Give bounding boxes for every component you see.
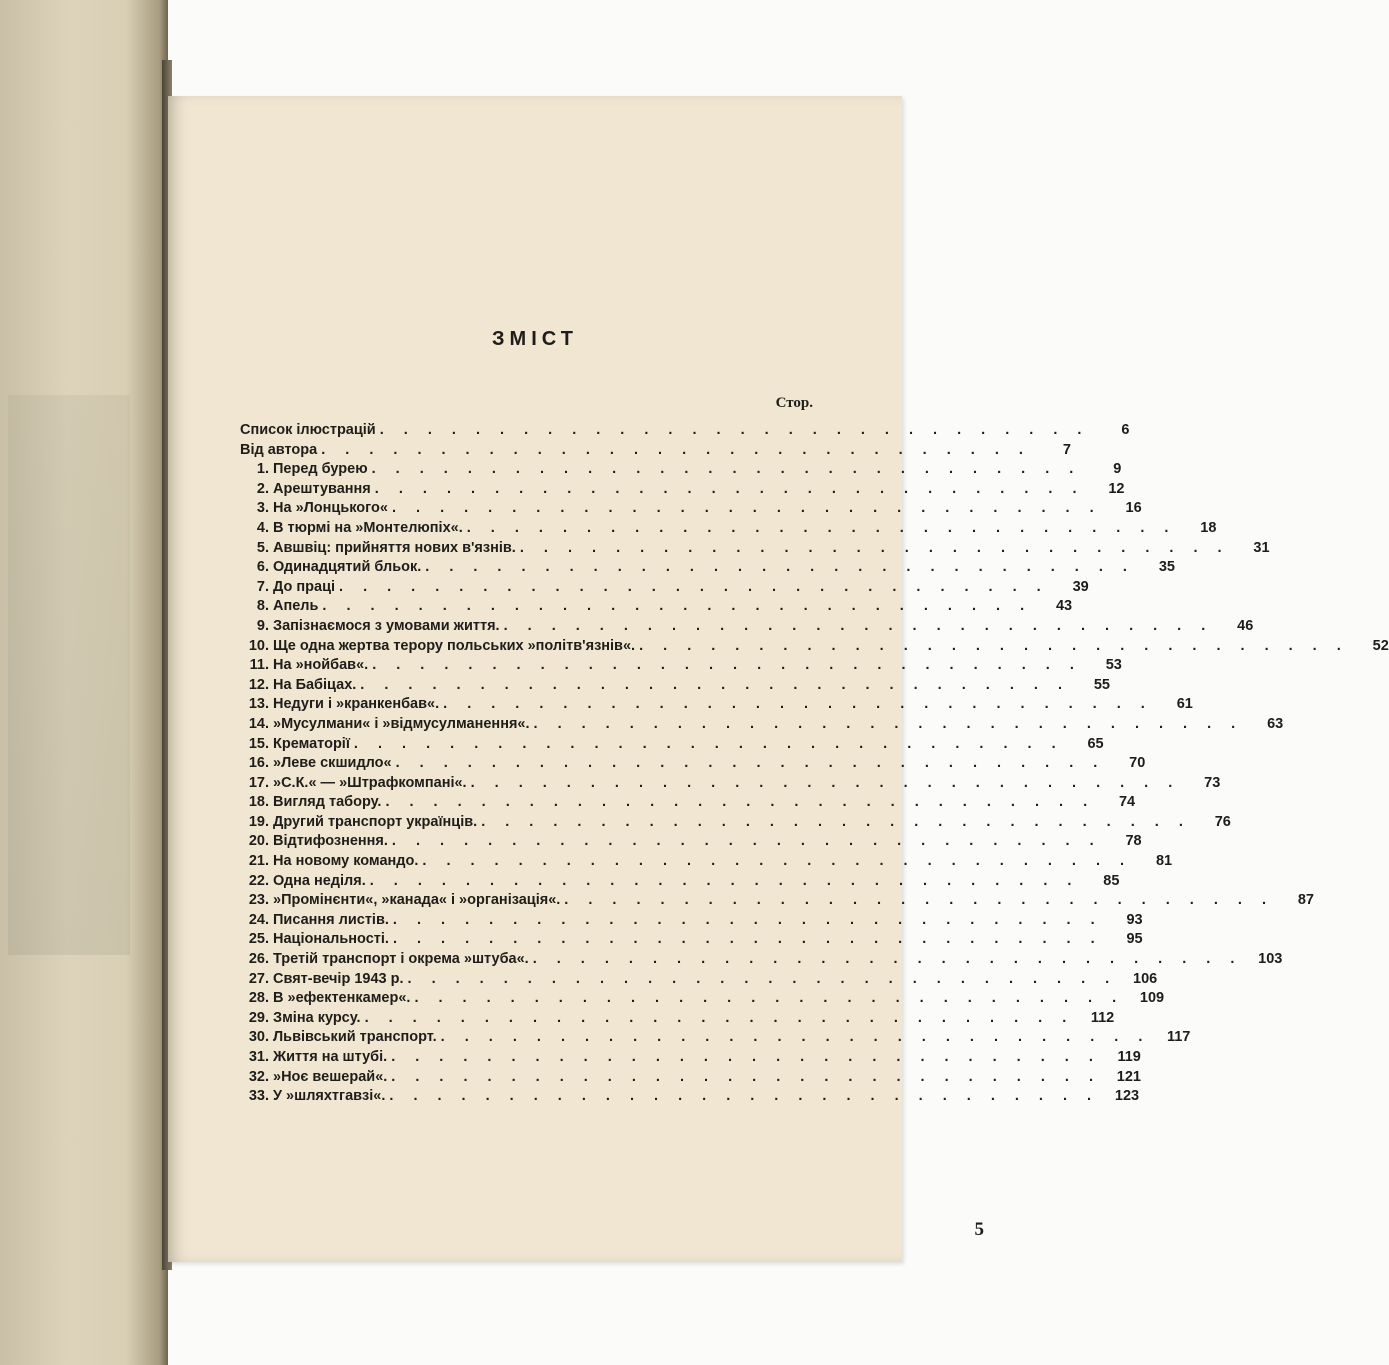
toc-entry-page: 123 xyxy=(1114,1088,1140,1105)
toc-entry-title: »Ноє вешерай«. xyxy=(273,1068,388,1085)
toc-entry-page: 85 xyxy=(1103,872,1120,889)
toc-entry-number: 22. xyxy=(248,872,269,889)
toc-entry-number: 30. xyxy=(248,1029,269,1046)
toc-entry-title: Другий транспорт українців. xyxy=(273,813,478,830)
toc-entry xyxy=(240,637,1389,658)
toc-entry-number: 25. xyxy=(248,931,269,948)
toc-entry-number: 17. xyxy=(248,774,269,791)
page-number: 5 xyxy=(974,1219,984,1240)
toc-entry-number: 1. xyxy=(256,461,269,478)
toc-entry-title: Відтифознення. xyxy=(273,833,388,850)
toc-entry-page: 16 xyxy=(1125,500,1142,517)
dot-leader: . . . . . . . . . . . . . . . . . . . . . . . . . . . . . . xyxy=(372,657,1082,674)
toc-entry-number: 27. xyxy=(248,970,269,987)
toc-entry-title: Життя на штубі. xyxy=(273,1049,388,1065)
toc-entry-number: 2. xyxy=(256,480,269,497)
toc-entry-title: Перед бурею xyxy=(273,461,368,478)
toc-entry xyxy=(240,519,1217,540)
toc-entry-title: Львівський транспорт. xyxy=(273,1029,437,1046)
dot-leader: . . . . . . . . . . . . . . . . . . . . . . . . . . . . . . xyxy=(407,970,1118,987)
toc-entry-number: 4. xyxy=(256,519,269,536)
dot-leader: . . . . . . . . . . . . . . . . . . . . . . . . . . . . . . xyxy=(322,598,1033,615)
toc-entry-number: 6. xyxy=(256,559,269,576)
toc-entry-page: 78 xyxy=(1125,833,1142,850)
toc-entry-number: 28. xyxy=(248,990,269,1007)
toc-entry xyxy=(240,1009,1115,1030)
toc-entry-page: 65 xyxy=(1087,735,1104,752)
toc-entry-number: 3. xyxy=(256,500,269,517)
dot-leader: . . . . . . . . . . . . . . . . . . . . . . . . . . . . . . xyxy=(371,461,1082,478)
toc-entry-title: Національності. xyxy=(273,931,389,948)
toc-entry-page: 31 xyxy=(1253,539,1270,556)
toc-entry xyxy=(240,539,1270,560)
toc-entry xyxy=(240,657,1122,677)
toc-entry xyxy=(240,578,1089,599)
faint-illustration-plate xyxy=(8,395,130,955)
toc-entry-page: 55 xyxy=(1093,676,1110,693)
toc-entry-number: 16. xyxy=(248,755,269,772)
toc-entry-page: 12 xyxy=(1108,480,1125,497)
toc-entry xyxy=(240,911,1143,932)
dot-leader: . . . . . . . . . . . . . . . . . . . . . . . . . . . . . . xyxy=(392,931,1103,948)
toc-entry xyxy=(240,872,1120,893)
toc-entry-number: 23. xyxy=(248,892,269,909)
toc-entry xyxy=(240,833,1142,853)
dot-leader: . . . . . . . . . . . . . . . . . . . . . . . . . . . . . . xyxy=(385,794,1096,811)
dot-leader: . . . . . . . . . . . . . . . . . . . . . . . . . . . . . . xyxy=(564,892,1274,909)
toc-entry xyxy=(240,813,1231,834)
toc-entry xyxy=(240,970,1158,991)
toc-entry-number: 15. xyxy=(248,735,269,752)
toc-entry-title: Одинадцятий бльок. xyxy=(273,559,422,576)
toc-entry xyxy=(240,892,1314,912)
toc-entry-title: На Бабіцах. xyxy=(273,676,357,693)
dot-leader: . . . . . . . . . . . . . . . . . . . . . . . . . . . . . . xyxy=(395,755,1106,772)
toc-entry-page: 109 xyxy=(1139,990,1165,1007)
toc-entry-page: 7 xyxy=(1062,441,1071,458)
dot-leader: . . . . . . . . . . . . . . . . . . . . . . . . . . . . . . xyxy=(374,480,1085,497)
toc-entry-page: 39 xyxy=(1072,578,1089,595)
toc-entry xyxy=(240,1029,1191,1049)
toc-entry xyxy=(240,951,1283,971)
facing-left-page xyxy=(0,0,168,1365)
dot-leader: . . . . . . . . . . . . . . . . . . . . . . . . . . . . . . xyxy=(369,872,1080,889)
dot-leader: . . . . . . . . . . . . . . . . . . . . . . . . . . . . . . xyxy=(533,715,1244,732)
dot-leader: . . . . . . . . . . . . . . . . . . . . . . . . . . . . . . xyxy=(422,853,1133,870)
toc-entry-page: 106 xyxy=(1133,970,1158,987)
dot-leader: . . . . . . . . . . . . . . . . . . . . . . . . . . . . . . xyxy=(391,500,1102,517)
toc-entry-page: 61 xyxy=(1176,696,1193,713)
dot-leader: . . . . . . . . . . . . . . . . . . . . . . . . . . . . . . xyxy=(392,911,1103,928)
toc-entry-title: Писання листів. xyxy=(273,911,389,928)
toc-entry xyxy=(240,1088,1140,1108)
toc-entry-title: Авшвіц: прийняття нових в'язнів. xyxy=(273,539,516,556)
toc-entry-page: 81 xyxy=(1155,853,1173,870)
dot-leader: . . . . . . . . . . . . . . . . . . . . . . . . . . . . . . xyxy=(353,735,1064,752)
toc-entry-number: 13. xyxy=(248,696,269,713)
toc-entry xyxy=(240,931,1143,951)
toc-entry-number: 11. xyxy=(249,657,269,674)
toc-entry-number: 21. xyxy=(248,853,269,870)
dot-leader: . . . . . . . . . . . . . . . . . . . . . . . . . . . . . . xyxy=(440,1029,1151,1046)
toc-entry-number: 24. xyxy=(248,911,269,928)
toc-entry-title: Третій транспорт і окрема »штуба«. xyxy=(273,951,529,968)
toc-entry-page: 35 xyxy=(1158,559,1175,576)
dot-leader: . . . . . . . . . . . . . . . . . . . . . . . . . . . . . . xyxy=(391,1049,1101,1065)
dot-leader: . . . . . . . . . . . . . . . . . . . . . . . . . . . . . . xyxy=(364,1009,1075,1026)
toc-entry-page: 121 xyxy=(1116,1068,1141,1085)
toc-entry-number: 14. xyxy=(248,715,269,732)
toc-entry-title: Апель xyxy=(273,598,319,615)
toc-entry-page: 95 xyxy=(1126,931,1143,948)
table-of-contents xyxy=(240,422,1389,1108)
toc-entry-number: 33. xyxy=(248,1088,269,1105)
dot-leader: . . . . . . . . . . . . . . . . . . . . . . . . . . . . . . xyxy=(481,813,1191,830)
toc-entry xyxy=(240,774,1221,795)
toc-entry xyxy=(240,480,1125,501)
toc-entry-number: 7. xyxy=(256,578,269,595)
toc-entry-number: 20. xyxy=(248,833,269,850)
toc-entry-title: До праці xyxy=(273,578,336,595)
page-column-header: Стор. xyxy=(775,395,813,411)
toc-entry xyxy=(240,794,1136,814)
toc-entry xyxy=(240,559,1175,579)
toc-entry-page: 43 xyxy=(1055,598,1073,615)
toc-entry-title: Крематорії xyxy=(273,735,350,752)
toc-entry-title: Одна неділя. xyxy=(273,872,366,889)
toc-entry-number: 26. xyxy=(248,951,269,968)
toc-entry xyxy=(240,990,1165,1010)
toc-entry-page: 63 xyxy=(1267,715,1284,732)
toc-entry-number: 31. xyxy=(248,1049,269,1065)
toc-entry-number: 10. xyxy=(248,637,269,654)
dot-leader: . . . . . . . . . . . . . . . . . . . . . . . . . . . . . . xyxy=(379,422,1090,438)
toc-entry-page: 9 xyxy=(1113,461,1122,478)
toc-entry-title: В тюрмі на »Монтелюпіх«. xyxy=(273,519,463,536)
toc-entry xyxy=(240,676,1110,697)
dot-leader: . . . . . . . . . . . . . . . . . . . . . . . . . . . . . . xyxy=(466,519,1177,536)
dot-leader: . . . . . . . . . . . . . . . . . . . . . . . . . . . . . . xyxy=(443,696,1153,713)
toc-entry-number: 8. xyxy=(256,598,269,615)
toc-entry xyxy=(240,441,1071,462)
toc-entry-title: Вигляд табору. xyxy=(273,794,382,811)
toc-entry-title: »Леве скшидло« xyxy=(273,755,392,772)
dot-leader: . . . . . . . . . . . . . . . . . . . . . . . . . . . . . . xyxy=(321,441,1031,458)
toc-entry-title: На »нойбав«. xyxy=(273,657,369,674)
toc-entry-title: »Промінєнти«, »канада« і »організація«. xyxy=(273,892,561,909)
toc-entry-title: Зміна курсу. xyxy=(273,1009,361,1026)
toc-entry xyxy=(240,422,1130,442)
page-title: ЗМІСТ xyxy=(492,328,578,350)
dot-leader: . . . . . . . . . . . . . . . . . . . . . . . . . . . . . . xyxy=(360,676,1070,693)
dot-leader: . . . . . . . . . . . . . . . . . . . . . . . . . . . . . . xyxy=(391,833,1102,850)
toc-entry-page: 52 xyxy=(1372,637,1389,654)
toc-entry-title: »С.К.« — »Штрафкомпані«. xyxy=(273,774,467,791)
toc-entry-number: 18. xyxy=(248,794,269,811)
toc-entry-page: 74 xyxy=(1118,794,1136,811)
toc-entry-title: Список ілюстрацій xyxy=(240,422,376,438)
toc-entry xyxy=(240,598,1073,618)
toc-entry xyxy=(240,500,1142,520)
dot-leader: . . . . . . . . . . . . . . . . . . . . . . . . . . . . . . xyxy=(639,637,1349,654)
toc-entry-page: 93 xyxy=(1126,911,1143,928)
toc-entry-number: 19. xyxy=(248,813,269,830)
toc-entry-number: 12. xyxy=(248,676,269,693)
toc-entry xyxy=(240,735,1104,756)
toc-entry-page: 76 xyxy=(1214,813,1231,830)
toc-entry xyxy=(240,755,1146,775)
toc-entry-title: Запізнаємося з умовами життя. xyxy=(273,617,500,634)
toc-entry-page: 6 xyxy=(1121,422,1130,438)
dot-leader: . . . . . . . . . . . . . . . . . . . . . . . . . . . . . . xyxy=(391,1068,1101,1085)
toc-entry-title: В »ефектенкамер«. xyxy=(273,990,411,1007)
toc-entry-number: 5. xyxy=(256,539,269,556)
toc-entry-title: Від автора xyxy=(240,441,318,458)
dot-leader: . . . . . . . . . . . . . . . . . . . . . . . . . . . . . . xyxy=(389,1088,1100,1105)
toc-entry-number: 29. xyxy=(248,1009,269,1026)
toc-entry-title: Арештування xyxy=(273,480,371,497)
dot-leader: . . . . . . . . . . . . . . . . . . . . . . . . . . . . . . xyxy=(532,951,1243,968)
toc-entry-title: На »Лонцького« xyxy=(273,500,388,517)
toc-entry-title: У »шляхтгавзі«. xyxy=(273,1088,386,1105)
toc-entry-title: На новому командо. xyxy=(273,853,419,870)
toc-entry xyxy=(240,1049,1141,1069)
toc-entry-page: 119 xyxy=(1117,1049,1141,1065)
toc-entry xyxy=(240,461,1122,481)
toc-entry-number: 32. xyxy=(248,1068,269,1085)
dot-leader: . . . . . . . . . . . . . . . . . . . . . . . . . . . . . . xyxy=(414,990,1125,1007)
dot-leader: . . . . . . . . . . . . . . . . . . . . . . . . . . . . . . xyxy=(339,578,1049,595)
toc-entry-title: »Мусулмани« і »відмусулманення«. xyxy=(273,715,530,732)
toc-entry xyxy=(240,617,1254,638)
toc-entry-title: Ще одна жертва терору польських »політв'язнів«. xyxy=(273,637,636,654)
toc-entry-page: 53 xyxy=(1105,657,1122,674)
toc-entry-page: 70 xyxy=(1129,755,1146,772)
toc-entry-title: Свят-вечір 1943 р. xyxy=(273,970,404,987)
toc-entry-page: 73 xyxy=(1204,774,1221,791)
toc-entry-page: 117 xyxy=(1166,1029,1191,1046)
toc-entry xyxy=(240,715,1284,736)
dot-leader: . . . . . . . . . . . . . . . . . . . . . . . . . . . . . . xyxy=(519,539,1230,556)
toc-entry-title: Недуги і »кранкенбав«. xyxy=(273,696,440,713)
toc-entry-number: 9. xyxy=(256,617,269,634)
toc-entry-page: 112 xyxy=(1090,1009,1115,1026)
toc-entry-page: 103 xyxy=(1258,951,1283,968)
toc-entry-page: 87 xyxy=(1297,892,1314,909)
toc-entry-page: 46 xyxy=(1237,617,1254,634)
toc-entry xyxy=(240,853,1173,873)
toc-entry xyxy=(240,1068,1141,1089)
dot-leader: . . . . . . . . . . . . . . . . . . . . . . . . . . . . . . xyxy=(503,617,1214,634)
toc-entry-page: 18 xyxy=(1200,519,1217,536)
dot-leader: . . . . . . . . . . . . . . . . . . . . . . . . . . . . . . xyxy=(470,774,1181,791)
toc-entry xyxy=(240,696,1193,716)
dot-leader: . . . . . . . . . . . . . . . . . . . . . . . . . . . . . . xyxy=(425,559,1135,576)
